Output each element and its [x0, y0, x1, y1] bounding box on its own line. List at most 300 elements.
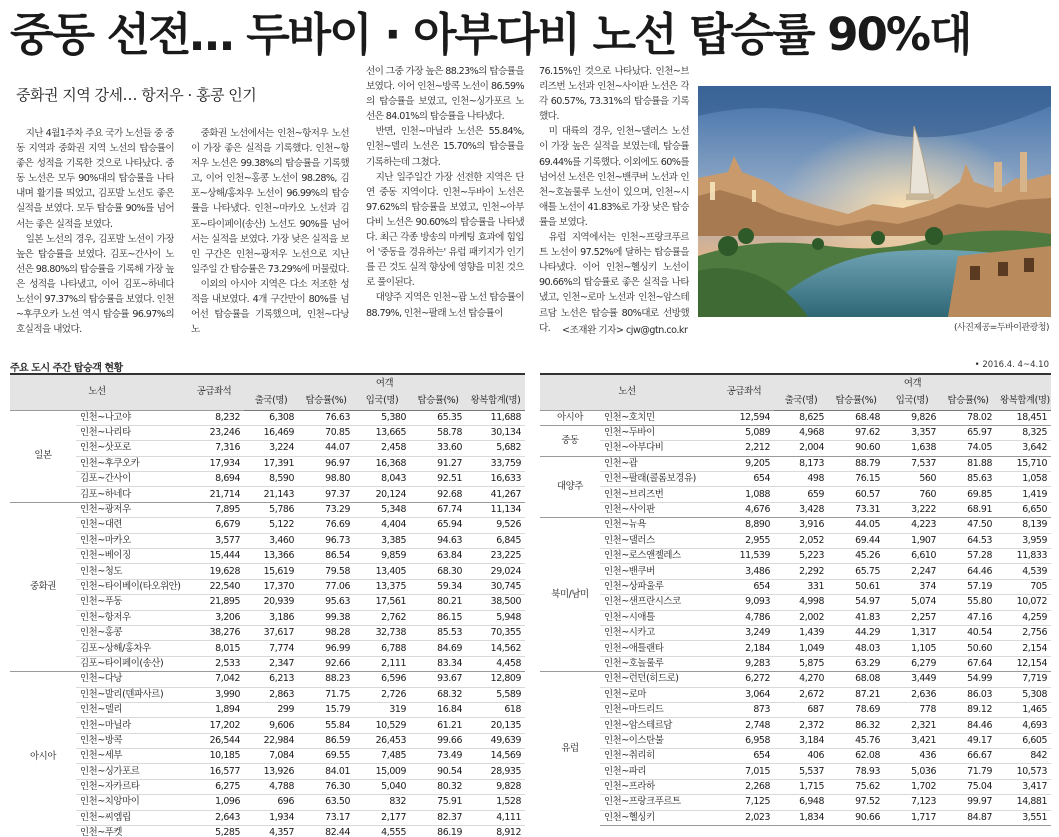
arrivals-cell: 10,529 — [354, 718, 410, 733]
route-cell: 인천~싱가포르 — [76, 764, 184, 779]
seats-cell: 9,205 — [714, 456, 774, 471]
arrivals-cell: 3,421 — [884, 733, 940, 748]
table-row — [540, 810, 1051, 825]
departures-cell: 7,774 — [244, 641, 298, 656]
arrival-rate-cell: 50.60 — [940, 641, 996, 656]
arrivals-cell: 2,458 — [354, 441, 410, 456]
departure-rate-cell: 96.73 — [298, 533, 354, 548]
header-passenger: 여객 — [244, 374, 525, 392]
table-row — [10, 487, 525, 502]
arrival-rate-cell: 99.66 — [410, 733, 466, 748]
article-column-4 — [539, 64, 689, 348]
region-cell: 아시아 — [540, 410, 600, 425]
arrival-rate-cell: 65.94 — [410, 518, 466, 533]
total-cell: 8,912 — [466, 826, 525, 837]
route-cell: 김포~상해/홍차우 — [76, 641, 184, 656]
total-cell: 5,589 — [466, 687, 525, 702]
departures-cell: 20,939 — [244, 595, 298, 610]
arrivals-cell: 760 — [884, 487, 940, 502]
total-cell: 8,139 — [996, 518, 1051, 533]
seats-cell: 8,694 — [184, 472, 244, 487]
seats-cell: 22,540 — [184, 579, 244, 594]
table-row — [540, 472, 1051, 487]
route-cell: 인천~대련 — [76, 518, 184, 533]
total-cell: 3,642 — [996, 441, 1051, 456]
table-row — [10, 472, 525, 487]
departure-rate-cell: 96.99 — [298, 641, 354, 656]
departure-rate-cell: 63.29 — [828, 656, 884, 671]
route-cell: 인천~씨엠립 — [76, 810, 184, 825]
departures-cell: 13,926 — [244, 764, 298, 779]
arrivals-cell: 3,357 — [884, 425, 940, 440]
arrivals-cell: 374 — [884, 579, 940, 594]
arrival-rate-cell: 83.34 — [410, 656, 466, 671]
arrivals-cell: 15,009 — [354, 764, 410, 779]
route-cell: 인천~청도 — [76, 564, 184, 579]
route-cell: 인천~샌프란시스코 — [600, 595, 714, 610]
total-cell: 2,154 — [996, 641, 1051, 656]
table-row — [10, 718, 525, 733]
arrivals-cell: 2,177 — [354, 810, 410, 825]
arrival-rate-cell: 89.12 — [940, 702, 996, 717]
total-cell: 7,719 — [996, 672, 1051, 687]
route-cell: 인천~시애틀 — [600, 610, 714, 625]
table-row — [10, 641, 525, 656]
departures-cell: 696 — [244, 795, 298, 810]
departures-cell: 37,617 — [244, 625, 298, 640]
article-paragraph: 선이 그중 가장 높은 88.23%의 탑승률을 보였다. 이어 인천~방콕 노선이 86.59%의 탑승률을 보였고, 인천~싱가포르 노선은 84.01%의 탑승률을 나타냈다. — [366, 66, 524, 123]
departure-rate-cell: 73.17 — [298, 810, 354, 825]
arrival-rate-cell: 59.34 — [410, 579, 466, 594]
route-cell: 인천~뉴욕 — [600, 518, 714, 533]
byline: <조재완 기자> cjw@gtn.co.kr — [562, 325, 688, 336]
arrivals-cell: 32,738 — [354, 625, 410, 640]
route-cell: 인천~애틀랜타 — [600, 641, 714, 656]
arrivals-cell: 1,317 — [884, 625, 940, 640]
route-cell: 인천~아부다비 — [600, 441, 714, 456]
table-row — [10, 610, 525, 625]
arrival-rate-cell: 68.32 — [410, 687, 466, 702]
arrivals-cell: 2,111 — [354, 656, 410, 671]
table-row — [540, 641, 1051, 656]
total-cell: 9,828 — [466, 779, 525, 794]
departure-rate-cell: 88.79 — [828, 456, 884, 471]
total-cell: 5,948 — [466, 610, 525, 625]
table-body-right — [540, 410, 1051, 826]
departure-rate-cell: 96.97 — [298, 456, 354, 471]
header-seats: 공급좌석 — [714, 374, 774, 410]
article-paragraph: 대양주 지역은 인천~괌 노선 탑승률이 88.79%, 인천~팔래 노선 탑승률이 — [366, 292, 524, 319]
route-cell: 인천~헬싱키 — [600, 810, 714, 825]
arrival-rate-cell: 75.04 — [940, 779, 996, 794]
total-cell: 20,135 — [466, 718, 525, 733]
seats-cell: 4,786 — [714, 610, 774, 625]
article-paragraph: 지난 4월1주차 주요 국가 노선들 중 중동 지역과 중화권 지역 노선의 탑승률이 좋은 성적을 기록한 것으로 나타났다. 중동 노선은 모두 90%대의 탑승률을 나타내며 활기를 띄었고, 김포발 노선도 좋은 실적을 보였다. 모두 탑승률 90%를 넘어서는 좋은 실적을 보였다. — [16, 128, 174, 230]
table-row — [540, 702, 1051, 717]
departure-rate-cell: 73.29 — [298, 502, 354, 517]
departures-cell: 331 — [774, 579, 828, 594]
passenger-table-right — [540, 373, 1051, 826]
departure-rate-cell: 65.75 — [828, 564, 884, 579]
table-title: 주요 도시 주간 탑승객 현황 — [10, 363, 123, 374]
table-row — [10, 595, 525, 610]
departure-rate-cell: 99.38 — [298, 610, 354, 625]
departure-rate-cell: 97.52 — [828, 795, 884, 810]
arrivals-cell: 13,375 — [354, 579, 410, 594]
arrivals-cell: 5,348 — [354, 502, 410, 517]
seats-cell: 26,544 — [184, 733, 244, 748]
departure-rate-cell: 87.21 — [828, 687, 884, 702]
departures-cell: 1,934 — [244, 810, 298, 825]
departure-rate-cell: 77.06 — [298, 579, 354, 594]
table-row — [540, 656, 1051, 671]
table-row — [540, 672, 1051, 687]
departures-cell: 1,715 — [774, 779, 828, 794]
arrival-rate-cell: 90.54 — [410, 764, 466, 779]
departures-cell: 6,308 — [244, 410, 298, 425]
arrivals-cell: 832 — [354, 795, 410, 810]
departure-rate-cell: 95.63 — [298, 595, 354, 610]
article-paragraph: 일본 노선의 경우, 김포발 노선이 가장 높은 탑승률을 보였다. 김포~간사이 노선은 98.80%의 탑승률을 기록해 가장 높은 성적을 나타냈고, 이어 김포~하네다 노선이 97.37%의 탑승률을 보였다. 인천~후쿠오카 노선 역시 탑승률 96.97%의 호실적을 내었다. — [16, 233, 174, 336]
departure-rate-cell: 90.60 — [828, 441, 884, 456]
arrival-rate-cell: 47.16 — [940, 610, 996, 625]
arrival-rate-cell: 67.64 — [940, 656, 996, 671]
arrival-rate-cell: 91.27 — [410, 456, 466, 471]
table-row — [10, 702, 525, 717]
arrivals-cell: 5,036 — [884, 764, 940, 779]
departure-rate-cell: 15.79 — [298, 702, 354, 717]
arrivals-cell: 2,247 — [884, 564, 940, 579]
departures-cell: 5,223 — [774, 549, 828, 564]
seats-cell: 2,023 — [714, 810, 774, 825]
arrivals-cell: 560 — [884, 472, 940, 487]
arrival-rate-cell: 85.53 — [410, 625, 466, 640]
table-row — [10, 826, 525, 837]
departures-cell: 21,143 — [244, 487, 298, 502]
total-cell: 618 — [466, 702, 525, 717]
arrivals-cell: 9,859 — [354, 549, 410, 564]
article-paragraph: 이외의 아시아 지역은 다소 저조한 성적을 내보였다. 4개 구간만이 80%를 넘어선 탑승률을 기록했으며, 인천~다낭 노 — [191, 278, 349, 336]
arrivals-cell: 7,537 — [884, 456, 940, 471]
departures-cell: 13,366 — [244, 549, 298, 564]
route-cell: 인천~로스앤젤레스 — [600, 549, 714, 564]
headline: 중동 선전… 두바이 · 아부다비 노선 탑승률 90%대 — [10, 8, 971, 61]
seats-cell: 1,894 — [184, 702, 244, 717]
article-column-1 — [16, 126, 174, 338]
table-row — [10, 579, 525, 594]
table-row — [10, 672, 525, 687]
arrivals-cell: 17,561 — [354, 595, 410, 610]
route-cell: 인천~파리 — [600, 764, 714, 779]
arrivals-cell: 3,449 — [884, 672, 940, 687]
route-cell: 인천~삿포로 — [76, 441, 184, 456]
seats-cell: 15,444 — [184, 549, 244, 564]
table-row — [540, 795, 1051, 810]
arrivals-cell: 6,596 — [354, 672, 410, 687]
departure-rate-cell: 76.63 — [298, 410, 354, 425]
table-row — [540, 595, 1051, 610]
route-cell: 인천~로마 — [600, 687, 714, 702]
departure-rate-cell: 44.07 — [298, 441, 354, 456]
header-passenger: 여객 — [774, 374, 1051, 392]
arrivals-cell: 4,555 — [354, 826, 410, 837]
departures-cell: 4,968 — [774, 425, 828, 440]
arrival-rate-cell: 93.67 — [410, 672, 466, 687]
table-row — [10, 564, 525, 579]
departures-cell: 2,347 — [244, 656, 298, 671]
route-cell: 인천~프라하 — [600, 779, 714, 794]
departure-rate-cell: 60.57 — [828, 487, 884, 502]
seats-cell: 11,539 — [714, 549, 774, 564]
arrival-rate-cell: 47.50 — [940, 518, 996, 533]
departure-rate-cell: 71.75 — [298, 687, 354, 702]
seats-cell: 4,676 — [714, 502, 774, 517]
seats-cell: 7,895 — [184, 502, 244, 517]
route-cell: 인천~시카고 — [600, 625, 714, 640]
route-cell: 김포~하네다 — [76, 487, 184, 502]
arrival-rate-cell: 71.79 — [940, 764, 996, 779]
total-cell: 49,639 — [466, 733, 525, 748]
seats-cell: 38,276 — [184, 625, 244, 640]
departures-cell: 2,002 — [774, 610, 828, 625]
table-row — [10, 810, 525, 825]
departures-cell: 406 — [774, 749, 828, 764]
route-cell: 인천~취리히 — [600, 749, 714, 764]
table-row — [10, 410, 525, 425]
departure-rate-cell: 78.69 — [828, 702, 884, 717]
arrivals-cell: 16,368 — [354, 456, 410, 471]
arrival-rate-cell: 68.30 — [410, 564, 466, 579]
arrival-rate-cell: 57.28 — [940, 549, 996, 564]
arrivals-cell: 1,638 — [884, 441, 940, 456]
route-cell: 인천~팔래(콜롬보경유) — [600, 472, 714, 487]
route-cell: 인천~댈러스 — [600, 533, 714, 548]
region-cell: 중동 — [540, 425, 600, 456]
route-cell: 인천~암스테르담 — [600, 718, 714, 733]
arrival-rate-cell: 84.46 — [940, 718, 996, 733]
departure-rate-cell: 78.93 — [828, 764, 884, 779]
departures-cell: 8,590 — [244, 472, 298, 487]
article-paragraph: 지난 일주일간 가장 선전한 지역은 단연 중동 지역이다. 인천~두바이 노선은 97.62%의 탑승률을 보였고, 인천~아부다비 노선은 90.60%의 탑승률을 나타냈다. 최근 각종 방송의 마케팅 효과에 힘입어 '중동을 경유하는' 유럽 패키지가 인기를 끈 것도 실적 향상에 영향을 미친 것으로 풀이된다. — [366, 171, 524, 289]
total-cell: 8,325 — [996, 425, 1051, 440]
route-cell: 인천~나리타 — [76, 425, 184, 440]
departures-cell: 687 — [774, 702, 828, 717]
total-cell: 4,539 — [996, 564, 1051, 579]
departure-rate-cell: 97.37 — [298, 487, 354, 502]
arrival-rate-cell: 85.63 — [940, 472, 996, 487]
total-cell: 70,355 — [466, 625, 525, 640]
seats-cell: 654 — [714, 749, 774, 764]
arrival-rate-cell: 66.67 — [940, 749, 996, 764]
region-cell: 대양주 — [540, 456, 600, 518]
departure-rate-cell: 69.55 — [298, 749, 354, 764]
route-cell: 인천~런던(히드로) — [600, 672, 714, 687]
arrivals-cell: 6,788 — [354, 641, 410, 656]
total-cell: 30,134 — [466, 425, 525, 440]
article-paragraph: 반면, 인천~마닐라 노선은 55.84%, 인천~델리 노선은 15.70%의 탑승률을 기록하는데 그쳤다. — [366, 126, 524, 168]
departures-cell: 3,460 — [244, 533, 298, 548]
arrival-rate-cell: 68.91 — [940, 502, 996, 517]
departures-cell: 3,184 — [774, 733, 828, 748]
total-cell: 28,935 — [466, 764, 525, 779]
arrivals-cell: 2,726 — [354, 687, 410, 702]
arrivals-cell: 13,405 — [354, 564, 410, 579]
total-cell: 5,682 — [466, 441, 525, 456]
header-departure-rate: 탑승률(%) — [298, 392, 354, 410]
departures-cell: 4,998 — [774, 595, 828, 610]
seats-cell: 5,285 — [184, 826, 244, 837]
seats-cell: 3,486 — [714, 564, 774, 579]
departure-rate-cell: 69.44 — [828, 533, 884, 548]
departures-cell: 1,834 — [774, 810, 828, 825]
table-row — [540, 687, 1051, 702]
arrival-rate-cell: 40.54 — [940, 625, 996, 640]
route-cell: 인천~치앙마이 — [76, 795, 184, 810]
table-body-left — [10, 410, 525, 837]
route-cell: 인천~괌 — [600, 456, 714, 471]
table-row — [10, 456, 525, 471]
total-cell: 14,569 — [466, 749, 525, 764]
route-cell: 인천~호놀룰루 — [600, 656, 714, 671]
region-cell: 일본 — [10, 410, 76, 502]
seats-cell: 2,748 — [714, 718, 774, 733]
route-cell: 인천~광저우 — [76, 502, 184, 517]
arrival-rate-cell: 82.37 — [410, 810, 466, 825]
header-departures: 출국(명) — [774, 392, 828, 410]
route-cell: 김포~타이페이(송산) — [76, 656, 184, 671]
arrival-rate-cell: 84.87 — [940, 810, 996, 825]
arrivals-cell: 2,257 — [884, 610, 940, 625]
total-cell: 33,759 — [466, 456, 525, 471]
departures-cell: 5,875 — [774, 656, 828, 671]
route-cell: 인천~발리(덴파사르) — [76, 687, 184, 702]
total-cell: 1,528 — [466, 795, 525, 810]
arrival-rate-cell: 80.21 — [410, 595, 466, 610]
departure-rate-cell: 86.59 — [298, 733, 354, 748]
departures-cell: 2,863 — [244, 687, 298, 702]
route-cell: 인천~마드리드 — [600, 702, 714, 717]
departure-rate-cell: 48.03 — [828, 641, 884, 656]
table-row — [10, 687, 525, 702]
departure-rate-cell: 68.08 — [828, 672, 884, 687]
total-cell: 2,756 — [996, 625, 1051, 640]
table-row — [10, 795, 525, 810]
total-cell: 3,959 — [996, 533, 1051, 548]
departure-rate-cell: 82.44 — [298, 826, 354, 837]
total-cell: 1,465 — [996, 702, 1051, 717]
seats-cell: 873 — [714, 702, 774, 717]
departures-cell: 22,984 — [244, 733, 298, 748]
arrivals-cell: 13,665 — [354, 425, 410, 440]
route-cell: 인천~방콕 — [76, 733, 184, 748]
route-cell: 인천~이스탄불 — [600, 733, 714, 748]
table-row — [540, 518, 1051, 533]
departure-rate-cell: 63.50 — [298, 795, 354, 810]
seats-cell: 9,093 — [714, 595, 774, 610]
departures-cell: 4,357 — [244, 826, 298, 837]
departures-cell: 3,186 — [244, 610, 298, 625]
arrivals-cell: 3,222 — [884, 502, 940, 517]
arrivals-cell: 1,702 — [884, 779, 940, 794]
table-row — [540, 610, 1051, 625]
table-row — [540, 533, 1051, 548]
arrivals-cell: 3,385 — [354, 533, 410, 548]
total-cell: 11,134 — [466, 502, 525, 517]
seats-cell: 7,015 — [714, 764, 774, 779]
table-row — [540, 549, 1051, 564]
departures-cell: 16,469 — [244, 425, 298, 440]
route-cell: 인천~두바이 — [600, 425, 714, 440]
arrival-rate-cell: 84.69 — [410, 641, 466, 656]
table-row — [540, 441, 1051, 456]
arrivals-cell: 4,223 — [884, 518, 940, 533]
total-cell: 11,688 — [466, 410, 525, 425]
route-cell: 인천~상파울루 — [600, 579, 714, 594]
arrival-rate-cell: 86.03 — [940, 687, 996, 702]
departures-cell: 5,537 — [774, 764, 828, 779]
departures-cell: 4,788 — [244, 779, 298, 794]
arrivals-cell: 5,040 — [354, 779, 410, 794]
arrivals-cell: 6,610 — [884, 549, 940, 564]
total-cell: 4,693 — [996, 718, 1051, 733]
total-cell: 4,458 — [466, 656, 525, 671]
route-cell: 인천~자카르타 — [76, 779, 184, 794]
table-row — [10, 441, 525, 456]
table-row — [540, 456, 1051, 471]
table-row — [540, 502, 1051, 517]
total-cell: 842 — [996, 749, 1051, 764]
arrivals-cell: 20,124 — [354, 487, 410, 502]
arrival-rate-cell: 81.88 — [940, 456, 996, 471]
arrival-rate-cell: 67.74 — [410, 502, 466, 517]
arrivals-cell: 778 — [884, 702, 940, 717]
arrival-rate-cell: 33.60 — [410, 441, 466, 456]
table-row — [540, 564, 1051, 579]
departure-rate-cell: 45.76 — [828, 733, 884, 748]
departures-cell: 4,270 — [774, 672, 828, 687]
header-route: 노선 — [540, 374, 714, 410]
seats-cell: 3,064 — [714, 687, 774, 702]
header-total: 왕복합계(명) — [466, 392, 525, 410]
departure-rate-cell: 98.80 — [298, 472, 354, 487]
departure-rate-cell: 76.69 — [298, 518, 354, 533]
seats-cell: 654 — [714, 579, 774, 594]
departures-cell: 1,049 — [774, 641, 828, 656]
seats-cell: 19,628 — [184, 564, 244, 579]
departure-rate-cell: 98.28 — [298, 625, 354, 640]
arrivals-cell: 1,717 — [884, 810, 940, 825]
arrival-rate-cell: 49.17 — [940, 733, 996, 748]
subheadline: 중화권 지역 강세… 항저우 · 홍콩 인기 — [16, 86, 257, 104]
total-cell: 6,605 — [996, 733, 1051, 748]
route-cell: 인천~사이판 — [600, 502, 714, 517]
table-row — [10, 779, 525, 794]
route-cell: 인천~푸켓 — [76, 826, 184, 837]
departure-rate-cell: 79.58 — [298, 564, 354, 579]
arrivals-cell: 1,907 — [884, 533, 940, 548]
table-row — [10, 549, 525, 564]
header-arrival-rate: 탑승률(%) — [940, 392, 996, 410]
departures-cell: 2,672 — [774, 687, 828, 702]
arrival-rate-cell: 63.84 — [410, 549, 466, 564]
total-cell: 6,845 — [466, 533, 525, 548]
region-cell: 유럽 — [540, 672, 600, 826]
arrival-rate-cell: 57.19 — [940, 579, 996, 594]
seats-cell: 6,679 — [184, 518, 244, 533]
total-cell: 10,072 — [996, 595, 1051, 610]
arrival-rate-cell: 99.97 — [940, 795, 996, 810]
table-row — [540, 425, 1051, 440]
